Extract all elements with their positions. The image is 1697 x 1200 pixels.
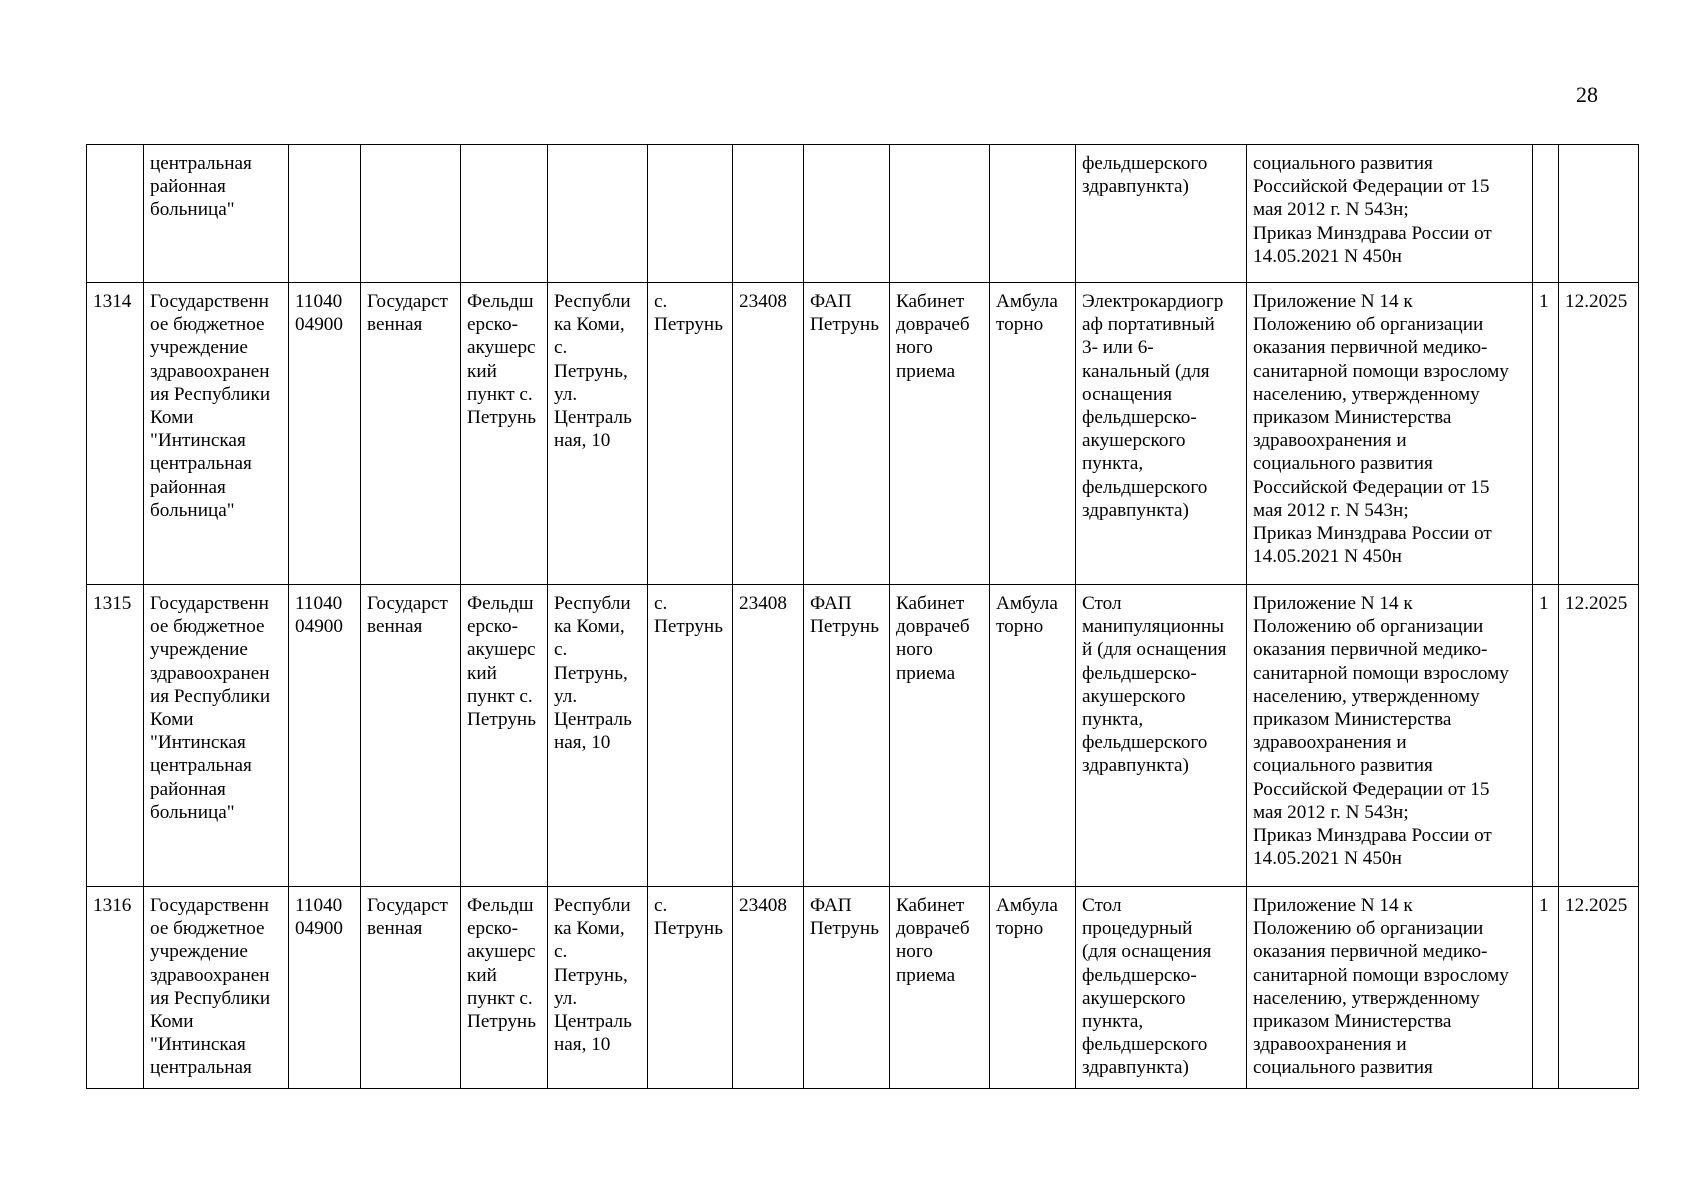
cell-date: 12.2025 [1559,283,1639,585]
cell-subunit: ФАП Петрунь [804,283,890,585]
cell-care-type: Амбула торно [990,283,1076,585]
cell-care-type [990,145,1076,283]
equipment-table [86,144,1639,1089]
cell-org: центральная районная больница" [144,145,289,283]
table-row [87,585,1639,887]
cell-address: Республи ка Коми, с. Петрунь, ул. Централь ная, 10 [548,585,648,887]
cell-oktmo: 23408 [733,585,804,887]
cell-locality: с. Петрунь [648,887,733,1089]
cell-ownership: Государст венная [361,585,461,887]
cell-code [289,145,361,283]
cell-basis: социального развития Российской Федерации от 15 мая 2012 г. N 543н; Приказ Минздрава России от 14.05.2021 N 450н [1247,145,1533,283]
cell-unit [461,145,548,283]
cell-org: Государственн ое бюджетное учреждение здравоохранен ия Республики Коми "Интинская центральная районная больница" [144,283,289,585]
cell-ownership: Государст венная [361,887,461,1089]
cell-code: 11040 04900 [289,585,361,887]
cell-ownership [361,145,461,283]
cell-unit: Фельдш ерско- акушерс кий пункт с. Петрунь [461,283,548,585]
cell-equipment: Стол процедурный (для оснащения фельдшерско- акушерского пункта, фельдшерского здравпункта) [1076,887,1247,1089]
table-row [87,887,1639,1089]
cell-room: Кабинет доврачеб ного приема [890,585,990,887]
cell-address: Республи ка Коми, с. Петрунь, ул. Централь ная, 10 [548,887,648,1089]
cell-oktmo: 23408 [733,887,804,1089]
cell-num: 1315 [87,585,144,887]
cell-care-type: Амбула торно [990,887,1076,1089]
cell-subunit: ФАП Петрунь [804,887,890,1089]
cell-equipment: Электрокардиогр аф портативный 3- или 6- канальный (для оснащения фельдшерско- акушерского пункта, фельдшерского здравпункта) [1076,283,1247,585]
cell-date [1559,145,1639,283]
cell-org: Государственн ое бюджетное учреждение здравоохранен ия Республики Коми "Интинская центральная районная больница" [144,585,289,887]
cell-subunit: ФАП Петрунь [804,585,890,887]
cell-subunit [804,145,890,283]
cell-unit: Фельдш ерско- акушерс кий пункт с. Петрунь [461,887,548,1089]
cell-date: 12.2025 [1559,887,1639,1089]
table-row [87,145,1639,283]
page-number: 28 [1576,82,1598,107]
cell-oktmo: 23408 [733,283,804,585]
cell-equipment: Стол манипуляционны й (для оснащения фельдшерско- акушерского пункта, фельдшерского здравпункта) [1076,585,1247,887]
cell-qty: 1 [1533,585,1559,887]
cell-address: Республи ка Коми, с. Петрунь, ул. Централь ная, 10 [548,283,648,585]
cell-address [548,145,648,283]
cell-qty: 1 [1533,283,1559,585]
cell-room [890,145,990,283]
cell-oktmo [733,145,804,283]
cell-org: Государственн ое бюджетное учреждение здравоохранен ия Республики Коми "Интинская центральная [144,887,289,1089]
cell-locality [648,145,733,283]
cell-room: Кабинет доврачеб ного приема [890,887,990,1089]
cell-ownership: Государст венная [361,283,461,585]
cell-num [87,145,144,283]
table-row [87,283,1639,585]
cell-qty [1533,145,1559,283]
cell-basis: Приложение N 14 к Положению об организации оказания первичной медико- санитарной помощи взрослому населению, утвержденному приказом Министерства здравоохранения и социального развития Российской Федерации от 15 мая 2012 г. N 543н; Приказ Минздрава России от 14.05.2021 N 450н [1247,585,1533,887]
cell-room: Кабинет доврачеб ного приема [890,283,990,585]
cell-date: 12.2025 [1559,585,1639,887]
cell-basis: Приложение N 14 к Положению об организации оказания первичной медико- санитарной помощи взрослому населению, утвержденному приказом Министерства здравоохранения и социального развития Российской Федерации от 15 мая 2012 г. N 543н; Приказ Минздрава России от 14.05.2021 N 450н [1247,283,1533,585]
cell-code: 11040 04900 [289,887,361,1089]
cell-locality: с. Петрунь [648,585,733,887]
cell-num: 1316 [87,887,144,1089]
cell-code: 11040 04900 [289,283,361,585]
cell-basis: Приложение N 14 к Положению об организации оказания первичной медико- санитарной помощи взрослому населению, утвержденному приказом Министерства здравоохранения и социального развития [1247,887,1533,1089]
cell-num: 1314 [87,283,144,585]
cell-qty: 1 [1533,887,1559,1089]
cell-equipment: фельдшерского здравпункта) [1076,145,1247,283]
cell-locality: с. Петрунь [648,283,733,585]
cell-unit: Фельдш ерско- акушерс кий пункт с. Петрунь [461,585,548,887]
cell-care-type: Амбула торно [990,585,1076,887]
